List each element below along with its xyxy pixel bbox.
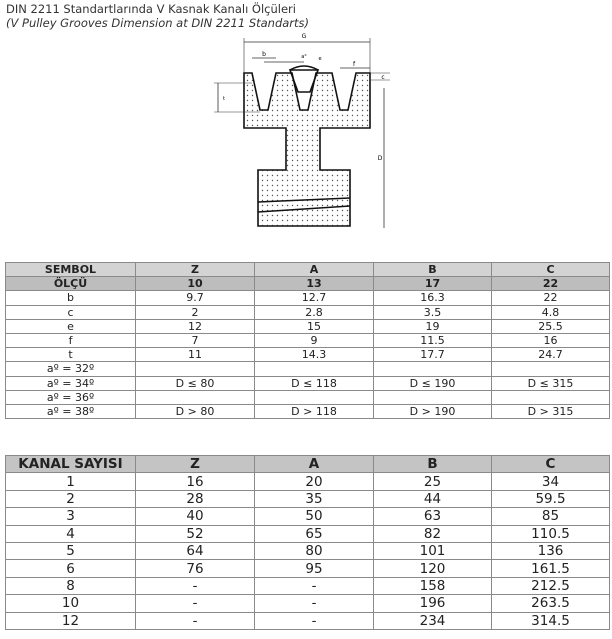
table-cell: D > 118 [255,404,374,418]
table-cell: 2 [136,305,255,319]
table-cell: 196 [374,595,492,612]
table-size-row [6,277,610,291]
pulley-body [244,73,370,226]
table-header-row [6,263,610,277]
groove-count-table [5,455,610,630]
table-cell: - [136,612,255,629]
table-cell: t [6,348,136,362]
table-cell: 28 [136,490,255,507]
table-cell: aº = 32º [6,362,136,376]
header-cell: C [492,263,610,277]
table-cell: D ≤ 190 [374,376,492,390]
table-cell: 17.7 [374,348,492,362]
table-cell: 158 [374,577,492,594]
header-cell: B [374,456,492,473]
table-cell: D > 315 [492,404,610,418]
table-cell: - [136,595,255,612]
table-cell [255,390,374,404]
table-cell: 101 [374,542,492,559]
table-cell: - [255,595,374,612]
table-cell [374,362,492,376]
table-row [6,473,610,490]
table-cell: 59.5 [492,490,610,507]
table-cell: 314.5 [492,612,610,629]
table-cell: 16.3 [374,291,492,305]
size-cell: 22 [492,277,610,291]
table-row [6,577,610,594]
label-D: D [377,155,383,162]
table-cell: 161.5 [492,560,610,577]
table-cell: 65 [255,525,374,542]
table-cell: 14.3 [255,348,374,362]
table-row [6,542,610,559]
table-cell: 16 [136,473,255,490]
table-cell: 85 [492,508,610,525]
table-cell [136,362,255,376]
table-cell: 80 [255,542,374,559]
table-cell: 3 [6,508,136,525]
table-cell: 10 [6,595,136,612]
table-cell: 15 [255,319,374,333]
table-cell: 136 [492,542,610,559]
label-e: e [318,56,322,62]
table-row [6,525,610,542]
table-cell [255,362,374,376]
table-cell: D > 190 [374,404,492,418]
size-cell: 13 [255,277,374,291]
table-cell [492,362,610,376]
table-cell: b [6,291,136,305]
table-row [6,319,610,333]
table-cell: 44 [374,490,492,507]
label-t: t [223,96,225,102]
table-cell [136,390,255,404]
size-cell: 10 [136,277,255,291]
table-cell: 11.5 [374,333,492,347]
table-cell: 12 [6,612,136,629]
table-cell: D ≤ 80 [136,376,255,390]
table-cell: 3.5 [374,305,492,319]
table-cell: 234 [374,612,492,629]
table-cell: 263.5 [492,595,610,612]
table-row [6,404,610,418]
table-row [6,612,610,629]
table-cell: 2 [6,490,136,507]
table-row [6,390,610,404]
label-G: G [301,33,307,40]
page-title [6,2,309,30]
table-cell: aº = 36º [6,390,136,404]
size-cell: 17 [374,277,492,291]
groove-dimensions-table [5,262,610,419]
table-cell: 5 [6,542,136,559]
table-cell: 25.5 [492,319,610,333]
table-cell: aº = 34º [6,376,136,390]
table-cell: - [255,577,374,594]
header-cell: KANAL SAYISI [6,456,136,473]
size-cell: ÖLÇÜ [6,277,136,291]
table-cell: 64 [136,542,255,559]
table-cell: 40 [136,508,255,525]
table-cell: 63 [374,508,492,525]
table-row [6,560,610,577]
table-row [6,490,610,507]
table-row [6,305,610,319]
label-b: b [262,51,266,58]
title-english: (V Pulley Grooves Dimension at DIN 2211 Standarts) [6,16,310,30]
table-cell: aº = 38º [6,404,136,418]
header-cell: SEMBOL [6,263,136,277]
table-cell: f [6,333,136,347]
table-cell: D ≤ 118 [255,376,374,390]
table-cell [374,390,492,404]
table-cell: 8 [6,577,136,594]
table-cell: 22 [492,291,610,305]
table-cell: 24.7 [492,348,610,362]
table-row [6,508,610,525]
header-cell: Z [136,456,255,473]
table-cell: c [6,305,136,319]
header-cell: C [492,456,610,473]
pulley-drawing [200,28,400,233]
table-cell: - [255,612,374,629]
table-row [6,348,610,362]
table-cell: 20 [255,473,374,490]
table-cell: 16 [492,333,610,347]
table-cell: 82 [374,525,492,542]
label-c: c [381,74,385,81]
title-turkish: DIN 2211 Standartlarında V Kasnak Kanalı Ölçüleri [6,2,296,16]
table-cell: e [6,319,136,333]
table-cell: 212.5 [492,577,610,594]
table-cell: - [136,577,255,594]
header-cell: A [255,263,374,277]
table-cell: 12 [136,319,255,333]
table-cell: 7 [136,333,255,347]
header-cell: B [374,263,492,277]
table-cell: 25 [374,473,492,490]
table-cell: 50 [255,508,374,525]
table-cell: 11 [136,348,255,362]
table-cell: 76 [136,560,255,577]
table-cell: 95 [255,560,374,577]
table-cell: 120 [374,560,492,577]
table-cell: 35 [255,490,374,507]
table-cell: 12.7 [255,291,374,305]
header-cell: A [255,456,374,473]
table-row [6,362,610,376]
table-cell: 110.5 [492,525,610,542]
label-a: a° [301,54,307,60]
table-cell: 6 [6,560,136,577]
table-cell: D > 80 [136,404,255,418]
table-row [6,376,610,390]
table-cell: 34 [492,473,610,490]
table-cell: 4.8 [492,305,610,319]
table-cell: 2.8 [255,305,374,319]
table-row [6,333,610,347]
table-row [6,595,610,612]
table-header-row [6,456,610,473]
table-cell: 4 [6,525,136,542]
table-cell: D ≤ 315 [492,376,610,390]
table-cell [492,390,610,404]
table-cell: 9 [255,333,374,347]
label-f: f [352,61,356,68]
table-cell: 19 [374,319,492,333]
table-cell: 1 [6,473,136,490]
table-row [6,291,610,305]
table-cell: 9.7 [136,291,255,305]
header-cell: Z [136,263,255,277]
table-cell: 52 [136,525,255,542]
